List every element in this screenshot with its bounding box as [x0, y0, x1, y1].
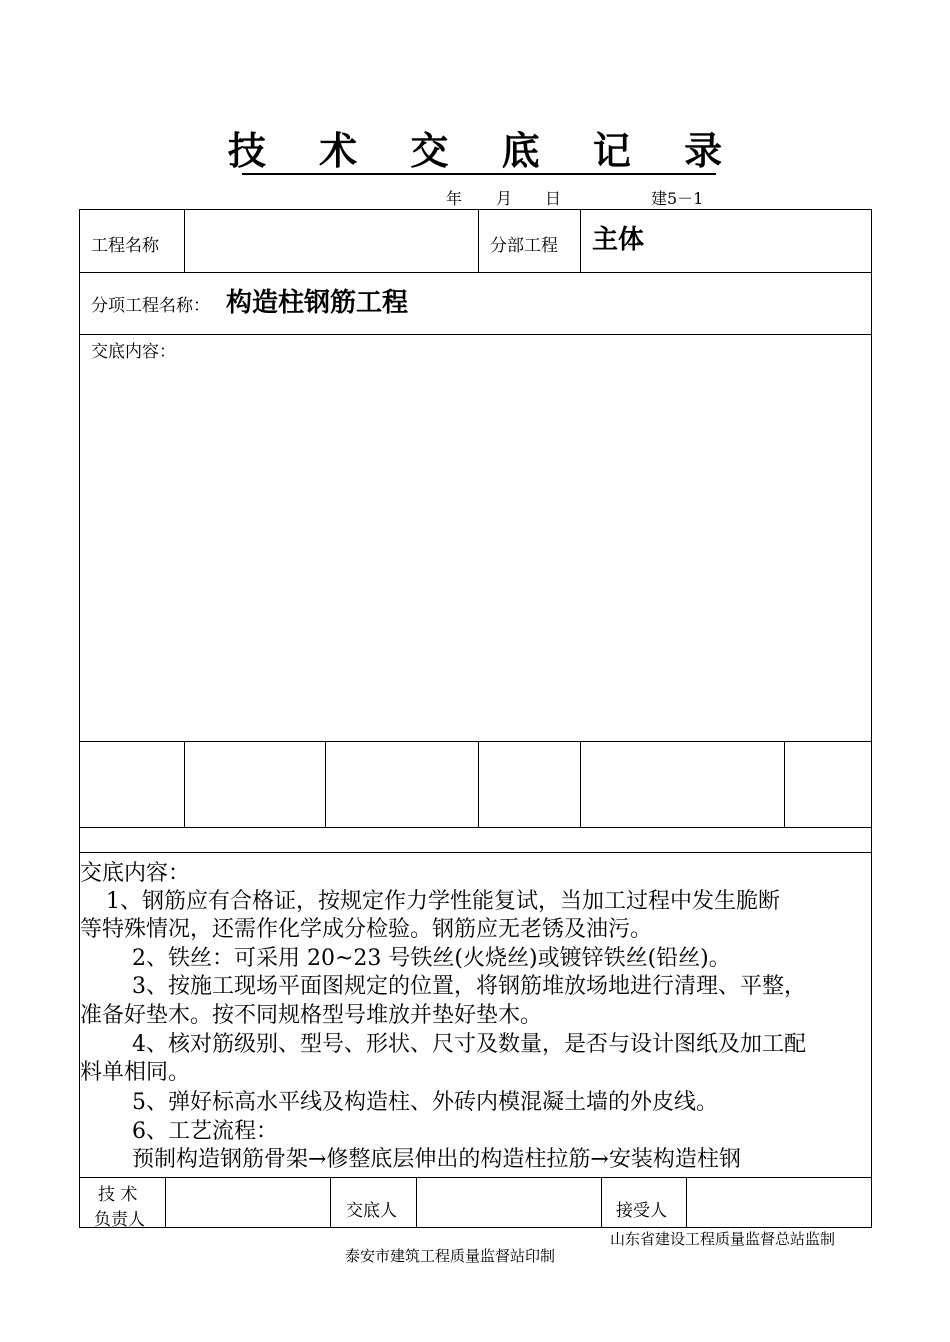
document-title: 技 术 交 底 记 录 — [227, 128, 743, 173]
tech-lead-label: 技 术 — [98, 1185, 138, 1205]
content-line: 6、工艺流程： — [132, 1119, 278, 1144]
table-divider — [784, 741, 785, 828]
table-divider — [686, 1177, 687, 1228]
content-line: 料单相同。 — [80, 1060, 191, 1085]
discloser-label: 交底人 — [346, 1201, 397, 1221]
content-line: 5、弹好标高水平线及构造柱、外砖内模混凝土墙的外皮线。 — [132, 1090, 718, 1115]
receiver-label: 接受人 — [616, 1201, 667, 1221]
content-line: 预制构造钢筋骨架→修整底层伸出的构造柱拉筋→安装构造柱钢 — [132, 1147, 741, 1172]
content-line: 3、按施工现场平面图规定的位置，将钢筋堆放场地进行清理、平整， — [132, 974, 806, 999]
form-code: 建5－1 — [651, 189, 704, 208]
title-underline — [242, 173, 716, 175]
date-month: 月 — [496, 189, 513, 208]
table-divider — [580, 741, 581, 828]
table-divider — [478, 741, 479, 828]
footer-provincial: 山东省建设工程质量监督总站监制 — [610, 1230, 836, 1248]
table-rule — [79, 272, 872, 273]
content-label-upper: 交底内容： — [91, 342, 176, 362]
project-name-label: 工程名称 — [91, 236, 159, 256]
table-divider — [165, 1177, 166, 1228]
signature-table — [79, 1177, 872, 1228]
subitem-label: 分项工程名称： — [91, 296, 210, 316]
table-rule — [79, 741, 872, 742]
subitem-value: 构造柱钢筋工程 — [226, 288, 409, 318]
table-divider — [416, 1177, 417, 1228]
table-divider — [580, 209, 581, 272]
content-line: 1、钢筋应有合格证，按规定作力学性能复试，当加工过程中发生脆断 — [106, 889, 780, 914]
table-divider — [184, 209, 185, 272]
content-line: 等特殊情况，还需作化学成分检验。钢筋应无老锈及油污。 — [80, 917, 653, 942]
table-divider — [601, 1177, 602, 1228]
table-divider — [325, 741, 326, 828]
content-line: 2、铁丝：可采用 20~23 号铁丝(火烧丝)或镀锌铁丝(铅丝)。 — [132, 946, 731, 971]
table-divider — [330, 1177, 331, 1228]
tech-lead-label: 负责人 — [94, 1210, 145, 1230]
table-divider — [184, 741, 185, 828]
division-label: 分部工程 — [490, 236, 558, 256]
content-rule — [79, 852, 872, 853]
date-year: 年 — [446, 189, 463, 208]
division-value: 主体 — [592, 225, 645, 255]
footer-city: 泰安市建筑工程质量监督站印制 — [345, 1247, 556, 1265]
content-line: 准备好垫木。按不同规格型号堆放并垫好垫木。 — [80, 1003, 543, 1028]
content-label-lower: 交底内容： — [80, 861, 191, 886]
date-day: 日 — [545, 189, 562, 208]
content-line: 4、核对筋级别、型号、形状、尺寸及数量，是否与设计图纸及加工配 — [132, 1032, 806, 1057]
table-rule — [79, 334, 872, 335]
table-divider — [478, 209, 479, 272]
